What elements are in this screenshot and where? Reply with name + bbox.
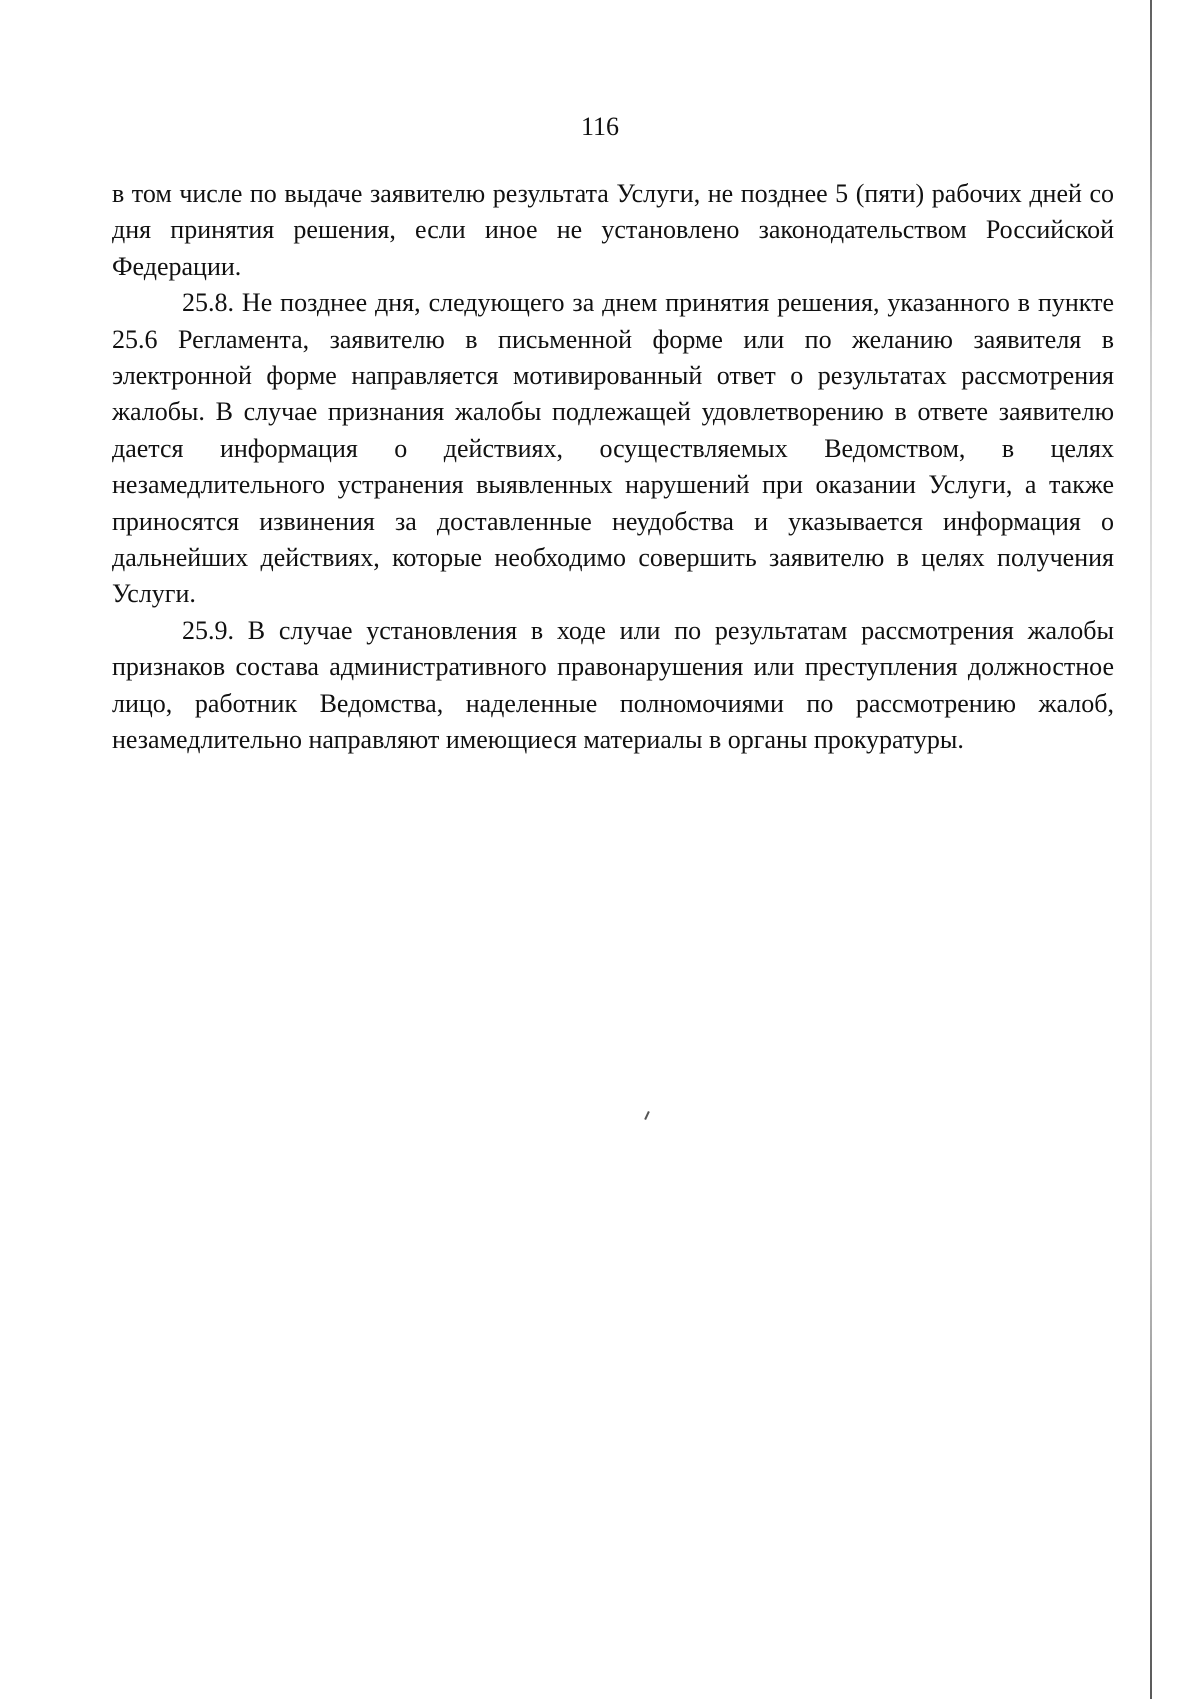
scan-speck (644, 1111, 650, 1120)
paragraph-25-9: 25.9. В случае установления в ходе или по результатам рассмотрения жалобы признаков состава административного правонарушения или преступления должностное лицо, работник Ведомства, наделенные полномочиями по рассмотрению жалоб, незамедлительно направляют имеющиеся материалы в органы прокуратуры. (112, 615, 1114, 755)
paragraph-continuation: в том числе по выдаче заявителю результата Услуги, не позднее 5 (пяти) рабочих дней со дня принятия решения, если иное не установлено законодательством Российской Федерации. (112, 179, 1114, 281)
paragraph-25-8: 25.8. Не позднее дня, следующего за днем принятия решения, указанного в пункте 25.6 Регламента, заявителю в письменной форме или по желанию заявителя в электронной форме направляется мотивированный ответ о результатах рассмотрения жалобы. В случае признания жалобы подлежащей удовлетворению в ответе заявителю дается информация о действиях, осуществляемых Ведомством, в целях незамедлительного устранения выявленных нарушений при оказании Услуги, а также приносятся извинения за доставленные неудобства и указывается информация о дальнейших действиях, которые необходимо совершить заявителю в целях получения Услуги. (112, 288, 1114, 609)
document-body (112, 176, 1114, 759)
scan-edge-line (1150, 0, 1152, 1699)
page-number: 116 (580, 112, 620, 141)
